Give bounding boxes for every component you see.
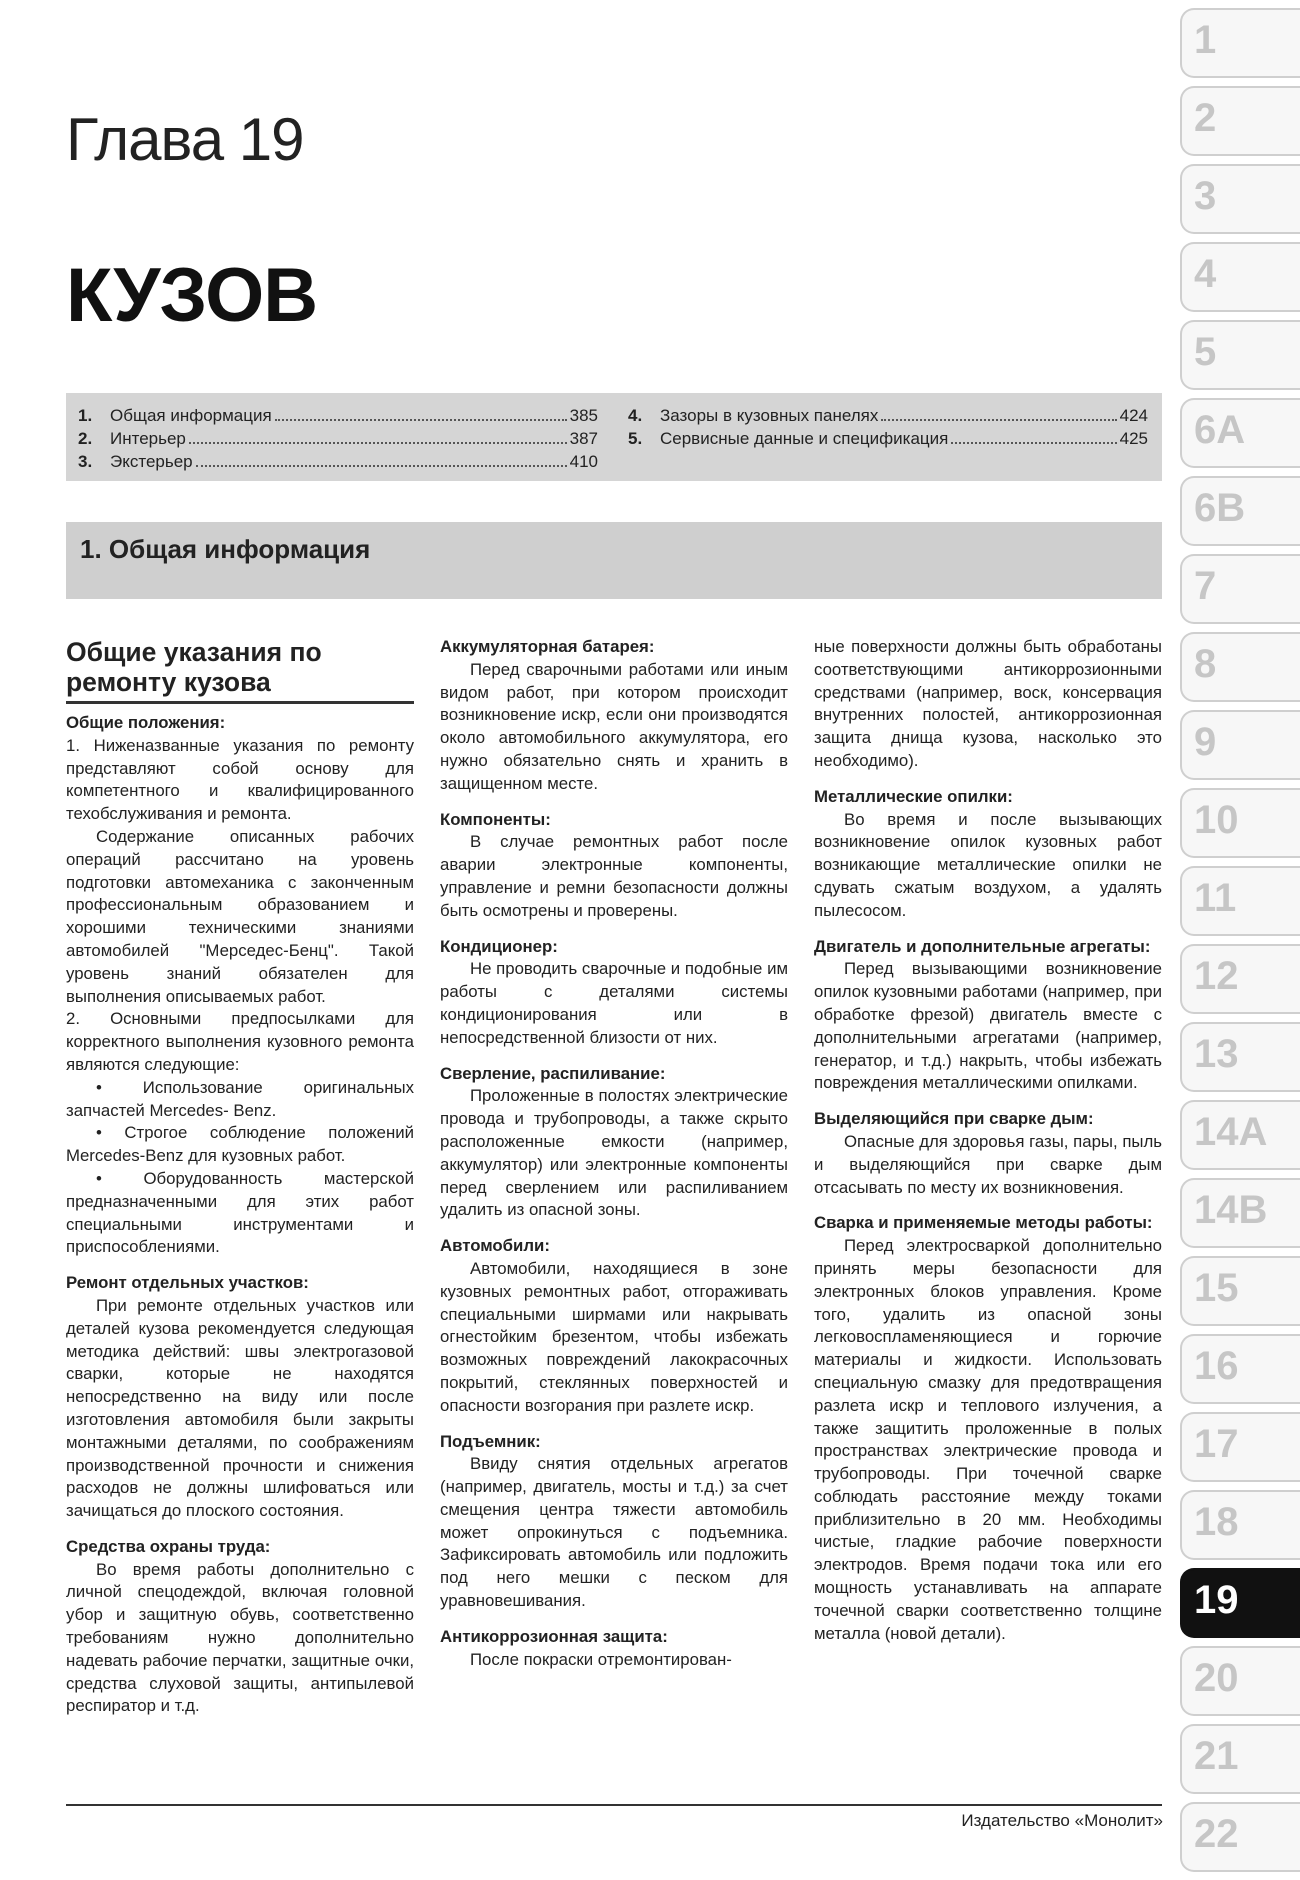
chapter-tab[interactable] xyxy=(1180,1568,1300,1638)
chapter-tab[interactable] xyxy=(1180,1334,1300,1404)
toc-entry-label: Экстерьер xyxy=(110,452,193,471)
heading-battery: Аккумуляторная батарея: xyxy=(440,637,655,656)
toc-entry-label: Общая информация xyxy=(110,406,272,425)
chapter-tab-label: 16 xyxy=(1194,1344,1239,1388)
paragraph: В случае ремонтных работ после аварии электронные компоненты, управление и ремни безопасности должны быть осмотрены и проверены. xyxy=(440,832,788,920)
chapter-tab[interactable] xyxy=(1180,1724,1300,1794)
chapter-tab[interactable] xyxy=(1180,8,1300,78)
toc-entry-page: 425 xyxy=(1119,429,1148,448)
heading-components: Компоненты: xyxy=(440,809,551,829)
chapter-tab-label: 7 xyxy=(1194,564,1217,608)
chapter-tab-label: 18 xyxy=(1194,1500,1239,1544)
toc-entry-label: Сервисные данные и спецификация xyxy=(660,429,949,448)
chapter-tab[interactable] xyxy=(1180,164,1300,234)
chapter-tab[interactable] xyxy=(1180,242,1300,312)
toc-right-column xyxy=(628,404,1148,450)
bullet-item: • Оборудованность мастерской предназначенными для этих работ специальными инструментами и приспособлениями. xyxy=(66,1168,414,1257)
toc-entry-page: 424 xyxy=(1119,406,1148,425)
paragraph: Автомобили, находящиеся в зоне кузовных ремонтных работ, отгораживать специальными ширмами или накрывать огнестойким брезентом, чтобы избежать возможных повреждений лакокрасочных покрытий, стеклянных поверхностей и опасности возгорания при разлете искр. xyxy=(440,1258,788,1415)
chapter-tab-label: 6B xyxy=(1194,486,1246,530)
chapter-tab-label: 4 xyxy=(1194,252,1217,296)
chapter-tab-label: 20 xyxy=(1194,1656,1239,1700)
footer-divider xyxy=(66,1804,1162,1806)
chapter-tab-label: 14B xyxy=(1194,1188,1268,1232)
chapter-tab[interactable] xyxy=(1180,944,1300,1014)
paragraph: Не проводить сварочные и подобные им работы с деталями системы кондиционирования или в непосредственной близости от них. xyxy=(440,959,788,1047)
chapter-tab[interactable] xyxy=(1180,398,1300,468)
paragraph: Во время работы дополнительно с личной спецодеждой, включая головной убор и защитную обувь, соответственно требованиям нужно дополнительно надевать рабочие перчатки, защитные очки, средства слуховой защиты, антипылевой респиратор и т.д. xyxy=(66,1559,414,1716)
section-title: 1. Общая информация xyxy=(80,534,371,564)
paragraph: ные поверхности должны быть обработаны соответствующими антикоррозионными средствами (например, воск, консервация внутренних полостей, антикоррозионная защита днища кузова, насколько это необходимо). xyxy=(814,637,1162,770)
chapter-tab-label: 19 xyxy=(1194,1578,1239,1622)
chapter-tab[interactable] xyxy=(1180,1490,1300,1560)
chapter-tab-label: 14A xyxy=(1194,1110,1268,1154)
toc-leader-dots xyxy=(189,442,567,444)
toc-entry-page: 410 xyxy=(569,452,598,471)
chapter-tab[interactable] xyxy=(1180,788,1300,858)
chapter-tab[interactable] xyxy=(1180,476,1300,546)
chapter-tab[interactable] xyxy=(1180,1256,1300,1326)
chapter-tab[interactable] xyxy=(1180,1802,1300,1872)
paragraph: 2. Основными предпосылками для корректного выполнения кузовного ремонта являются следующие: xyxy=(66,1009,414,1074)
heading-general: Общие положения: xyxy=(66,713,226,732)
chapter-tab[interactable] xyxy=(1180,86,1300,156)
heading-lift: Подъемник: xyxy=(440,1431,541,1451)
heading-welding: Сварка и применяемые методы работы: xyxy=(814,1213,1153,1233)
publisher-footer: Издательство «Монолит» xyxy=(961,1811,1163,1830)
section-header xyxy=(66,522,1162,599)
chapter-tab-label: 10 xyxy=(1194,798,1239,842)
paragraph: Проложенные в полостях электрические провода и трубопроводы, а также скрыто расположенные емкости (например, аккумулятор) или электронные компоненты перед сверлением или распиливанием удалить из опасной зоны. xyxy=(440,1086,788,1220)
heading-safety: Средства охраны труда: xyxy=(66,1536,271,1556)
chapter-tab-label: 22 xyxy=(1194,1812,1239,1856)
toc-left-column xyxy=(78,404,598,473)
chapter-tab-label: 9 xyxy=(1194,720,1217,764)
chapter-tab-label: 13 xyxy=(1194,1032,1239,1076)
toc-entry[interactable] xyxy=(628,427,1148,450)
paragraph: Перед электросваркой дополнительно принять меры безопасности для электронных блоков управления. Кроме того, удалить из опасной зоны легковоспламеняющиеся и горючие материалы и жидкости. Использовать специальную смазку для предотвращения разлета искр и теплового излучения, а также защитить проложенные в полых пространствах электрические провода и трубопроводы. При точечной сварке соблюдать расстояние между токами приблизительно в 20 мм. Необходимы чистые, гладкие рабочие поверхности электродов. Время подачи тока или его мощность устанавливать на аппарате точечной сварки соответственно толщине металла (новой детали). xyxy=(814,1236,1162,1643)
chapter-tab[interactable] xyxy=(1180,632,1300,702)
chapter-tab[interactable] xyxy=(1180,1646,1300,1716)
paragraph: После покраски отремонтирован- xyxy=(470,1649,732,1669)
chapter-tab-label: 2 xyxy=(1194,96,1217,140)
chapter-tab[interactable] xyxy=(1180,320,1300,390)
toc-leader-dots xyxy=(951,442,1116,444)
chapter-title: КУЗОВ xyxy=(66,253,318,338)
chapter-tab[interactable] xyxy=(1180,1100,1300,1170)
toc-entry-label: Зазоры в кузовных панелях xyxy=(660,406,879,425)
toc-entry-number: 1. xyxy=(78,406,93,425)
paragraph: Ввиду снятия отдельных агрегатов (например, двигатель, мосты и т.д.) за счет смещения центра тяжести автомобиль может опрокинуться с подъемника. Зафиксировать автомобиль или подложить под него мешки с песком для уравновешивания. xyxy=(440,1454,788,1611)
chapter-tab-label: 15 xyxy=(1194,1266,1239,1310)
chapter-tab-label: 11 xyxy=(1194,876,1237,920)
toc-entry-number: 2. xyxy=(78,429,93,448)
chapter-tab[interactable] xyxy=(1180,866,1300,936)
toc-entry-number: 4. xyxy=(628,406,643,425)
table-of-contents xyxy=(66,393,1162,481)
toc-entry[interactable] xyxy=(78,404,598,427)
chapter-tab-label: 6A xyxy=(1194,408,1246,452)
heading-filings: Металлические опилки: xyxy=(814,786,1013,806)
chapter-tab-label: 21 xyxy=(1194,1734,1239,1778)
chapter-tab-label: 8 xyxy=(1194,642,1217,686)
chapter-tab[interactable] xyxy=(1180,1178,1300,1248)
toc-entry-page: 387 xyxy=(569,429,598,448)
chapter-tab-label: 3 xyxy=(1194,174,1217,218)
paragraph: Содержание описанных рабочих операций рассчитано на уровень подготовки автомеханика с законченным профессиональным образованием и хорошими техническими знаниями автомобилей "Мерседес-Бенц". Такой уровень знаний обязателен для выполнения описываемых работ. xyxy=(66,826,414,1006)
toc-leader-dots xyxy=(196,465,567,467)
paragraph: Во время и после вызывающих возникновение опилок кузовных работ возникающие металлические опилки не сдувать сжатым воздухом, а удалять пылесосом. xyxy=(814,809,1162,920)
paragraph: Опасные для здоровья газы, пары, пыль и выделяющийся при сварке дым отсасывать по месту их возникновения. xyxy=(814,1131,1162,1197)
bullet-item: • Использование оригинальных запчастей Mercedes- Benz. xyxy=(66,1077,414,1120)
toc-entry[interactable] xyxy=(628,404,1148,427)
toc-entry-label: Интерьер xyxy=(110,429,186,448)
paragraph: При ремонте отдельных участков или деталей кузова рекомендуется следующая методика действий: швы электрогазовой сварки, которые не находятся непосредственно на виду или после изготовления автомобиля были закрыты монтажными деталями, по соображениям производственной прочности и снижения расходов не должны шлифоваться или зачищаться до плоского состояния. xyxy=(66,1295,414,1521)
chapter-tab-label: 12 xyxy=(1194,954,1239,998)
toc-entry-number: 5. xyxy=(628,429,643,448)
heading-repair: Ремонт отдельных участков: xyxy=(66,1273,309,1293)
subsection-heading: Общие указания по ремонту кузова xyxy=(66,637,414,704)
chapter-tab[interactable] xyxy=(1180,1022,1300,1092)
paragraph: Перед сварочными работами или иным видом работ, при котором происходит возникновение искр, если они производятся около автомобильного аккумулятора, его нужно обязательно снять и хранить в защищенном месте. xyxy=(440,659,788,793)
heading-smoke: Выделяющийся при сварке дым: xyxy=(814,1109,1094,1129)
text-column-1 xyxy=(66,636,414,1718)
heading-ac: Кондиционер: xyxy=(440,936,558,956)
paragraph: Перед вызывающими возникновение опилок кузовными работами (например, при обработке фрезой) двигатель вместе с дополнительными агрегатами (например, генератор, и т.д.) накрыть, чтобы избежать повреждения металлическими опилками. xyxy=(814,959,1162,1093)
heading-drilling: Сверление, распиливание: xyxy=(440,1063,666,1083)
toc-leader-dots xyxy=(881,419,1116,421)
toc-entry[interactable] xyxy=(78,450,598,473)
bullet-item: • Строгое соблюдение положений Mercedes-Benz для кузовных работ. xyxy=(66,1123,414,1166)
toc-entry-page: 385 xyxy=(569,406,598,425)
chapter-label: Глава 19 xyxy=(66,106,304,173)
chapter-tab[interactable] xyxy=(1180,554,1300,624)
chapter-tab-label: 1 xyxy=(1194,18,1217,62)
paragraph: 1. Ниженазванные указания по ремонту представляют собой основу для компетентного и квалифицированного техобслуживания и ремонта. xyxy=(66,735,414,824)
heading-corrosion: Антикоррозионная защита: xyxy=(440,1626,668,1646)
chapter-tab-label: 5 xyxy=(1194,330,1217,374)
toc-entry[interactable] xyxy=(78,427,598,450)
text-column-3 xyxy=(814,636,1162,1645)
chapter-tab[interactable] xyxy=(1180,1412,1300,1482)
heading-cars: Автомобили: xyxy=(440,1236,550,1256)
toc-entry-number: 3. xyxy=(78,452,93,471)
chapter-tab-label: 17 xyxy=(1194,1422,1239,1466)
toc-leader-dots xyxy=(275,419,567,421)
text-column-2 xyxy=(440,636,788,1671)
heading-engine: Двигатель и дополнительные агрегаты: xyxy=(814,936,1151,956)
chapter-tabs xyxy=(1180,8,1300,1880)
chapter-tab[interactable] xyxy=(1180,710,1300,780)
